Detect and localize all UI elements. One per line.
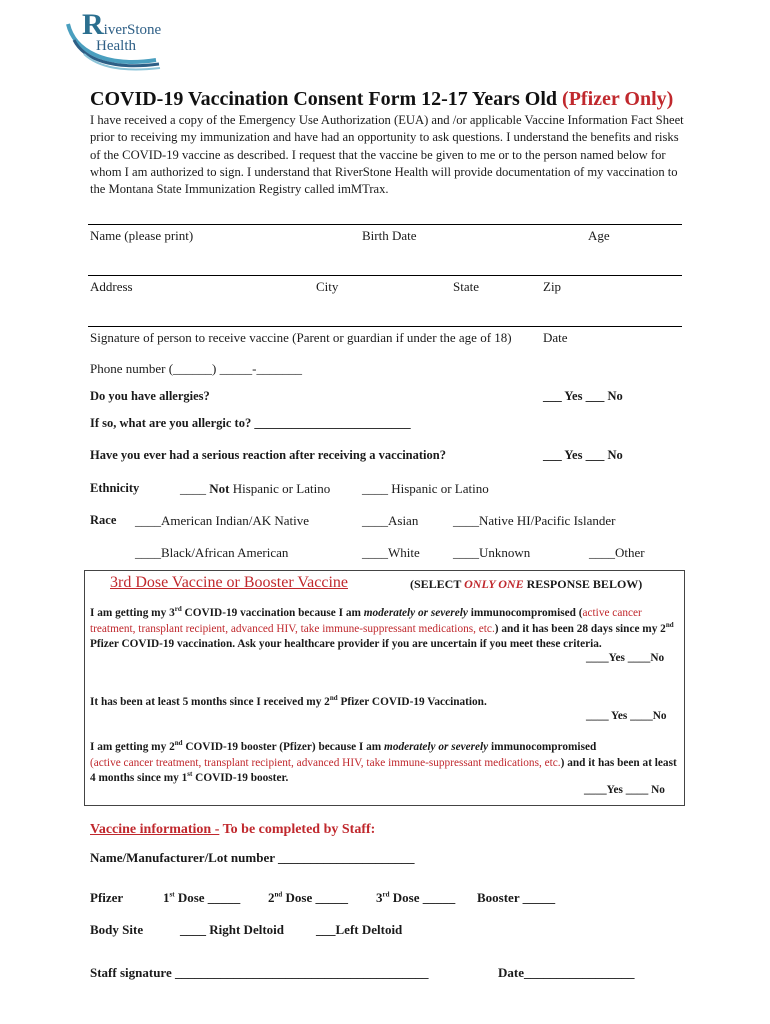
dose1-sup: st [169, 890, 175, 899]
p1-conditions: active cancer treatment, transplant recipient, advanced HIV, take immune-suppressant medications, etc. [90, 607, 642, 635]
reaction-yes-no[interactable]: ___ Yes ___ No [543, 448, 623, 462]
reaction-question: Have you ever had a serious reaction after receiving a vaccination? [90, 448, 446, 462]
logo-letter: R [82, 8, 104, 41]
form-title [90, 88, 673, 111]
ethnicity-not-hispanic-option[interactable] [180, 481, 330, 497]
city-label[interactable]: City [316, 279, 339, 294]
logo-line2: Health [96, 38, 136, 54]
date-label[interactable]: Date [543, 330, 568, 345]
staff-section-heading [90, 822, 375, 838]
race-ai-option[interactable]: ____American Indian/AK Native [135, 513, 310, 528]
p2-text: Pfizer COVID-19 Vaccination. [337, 696, 487, 708]
staff-date-field[interactable]: Date_________________ [498, 965, 635, 980]
divider [88, 224, 682, 225]
zip-label[interactable]: Zip [543, 279, 562, 294]
dose2-sup: nd [274, 890, 283, 899]
allergic-to-field[interactable]: If so, what are you allergic to? _________________________ [90, 416, 411, 430]
allergies-yes-no[interactable]: ___ Yes ___ No [543, 389, 623, 403]
race-label: Race [90, 513, 117, 527]
allergies-question: Do you have allergies? [90, 389, 210, 403]
phone-label[interactable]: Phone number (______) _____-_______ [90, 361, 302, 376]
dose3-sup: rd [382, 890, 390, 899]
p3-text: COVID-19 booster. [192, 772, 289, 784]
third-dose-yes-no[interactable]: ____Yes ____No [586, 652, 665, 664]
p1-text: Pfizer COVID-19 vaccination. Ask your healthcare provider if you are uncertain if you meet these criteria. [90, 638, 602, 650]
race-white-option[interactable]: ____White [362, 545, 420, 560]
dose3-num: 3 [376, 890, 383, 905]
p3-text: ) and it has been at least 4 months since my 1 [90, 756, 677, 784]
option-not: Not [209, 481, 230, 496]
race-asian-option[interactable]: ____Asian [362, 513, 419, 528]
left-deltoid-option[interactable]: ___Left Deltoid [316, 922, 403, 937]
ethnicity-hispanic-option[interactable]: ____ Hispanic or Latino [362, 481, 489, 496]
dose1-text: Dose _____ [174, 890, 241, 905]
p3-emphasis: moderately or severely [384, 741, 489, 753]
p3-text: immunocompromised [488, 741, 597, 753]
ethnicity-label: Ethnicity [90, 481, 140, 495]
lot-number-field[interactable]: Name/Manufacturer/Lot number _____________________ [90, 850, 415, 865]
name-field-label[interactable]: Name (please print) [90, 228, 194, 243]
select-one-note [410, 577, 642, 592]
title-highlight: (Pfizer Only) [562, 88, 674, 110]
p1-text: COVID-19 vaccination because I am [181, 607, 364, 619]
third-dose-option[interactable] [90, 606, 678, 653]
staff-heading-rest: To be completed by Staff: [219, 822, 376, 837]
dose3-field[interactable] [376, 890, 455, 906]
divider [88, 275, 682, 276]
pfizer-label: Pfizer [90, 890, 124, 905]
dose2-field[interactable] [268, 890, 348, 906]
five-months-option[interactable] [90, 695, 678, 711]
logo-wordmark [82, 8, 162, 54]
p1-emphasis: moderately or severely [363, 607, 468, 619]
race-unknown-option[interactable]: ____Unknown [453, 545, 531, 560]
dose2-num: 2 [268, 890, 275, 905]
signature-label[interactable]: Signature of person to receive vaccine (Parent or guardian if under the age of 18) [90, 330, 512, 345]
p3-text: I am getting my 2 [90, 741, 175, 753]
second-booster-option[interactable] [90, 740, 678, 787]
p1-text: immunocompromised ( [467, 607, 583, 619]
p3-conditions: (active cancer treatment, transplant recipient, advanced HIV, take immune-suppressant medications, etc. [90, 756, 561, 769]
logo-line1: iverStone [103, 22, 162, 38]
booster-field[interactable]: Booster _____ [477, 890, 556, 905]
dose3-text: Dose _____ [389, 890, 456, 905]
riverstone-logo [64, 10, 164, 72]
dose-box-heading: 3rd Dose Vaccine or Booster Vaccine [110, 574, 348, 591]
birth-date-label[interactable]: Birth Date [362, 228, 417, 243]
p1-text: I am getting my 3 [90, 607, 175, 619]
p2-text: It has been at least 5 months since I received my 2 [90, 696, 330, 708]
select-post: RESPONSE BELOW) [523, 577, 643, 591]
p1-sup: nd [665, 620, 674, 629]
dose2-text: Dose _____ [282, 890, 349, 905]
intro-paragraph: I have received a copy of the Emergency Use Authorization (EUA) and /or applicable Vaccine Information Fact Sheet prior to receiving my immunization and have had an opportunity to ask questions. I understand the benefits and risks of the COVID-19 vaccine as described. I request that the vaccine be given to me or to the person named below for whom I am authorized to sign. I understand that RiverStone Health will provide documentation of my vaccination to the Montana State Immunization Registry called imMTrax. [90, 113, 684, 197]
p3-sup: nd [174, 739, 183, 748]
option-text: Hispanic or Latino [229, 481, 331, 496]
right-deltoid-option[interactable]: ____ Right Deltoid [180, 922, 284, 937]
title-main: COVID-19 Vaccination Consent Form 12-17 Years Old [90, 88, 563, 110]
p3-sup: st [187, 770, 193, 779]
staff-signature-field[interactable]: Staff signature _______________________________________ [90, 965, 429, 980]
address-label[interactable]: Address [90, 279, 133, 294]
age-label[interactable]: Age [588, 228, 610, 243]
race-black-option[interactable]: ____Black/African American [135, 545, 289, 560]
staff-heading-underlined: Vaccine information - [90, 822, 220, 837]
p1-text: ) and it has been 28 days since my 2 [494, 622, 666, 635]
divider [88, 326, 682, 327]
select-pre: (SELECT [410, 577, 465, 591]
p2-sup: nd [329, 694, 338, 703]
state-label[interactable]: State [453, 279, 479, 294]
body-site-label: Body Site [90, 922, 144, 937]
p1-sup: rd [174, 605, 182, 614]
five-months-yes-no[interactable]: ____ Yes ____No [586, 710, 667, 722]
race-nhpi-option[interactable]: ____Native HI/Pacific Islander [453, 513, 616, 528]
dose1-num: 1 [163, 890, 170, 905]
race-other-option[interactable]: ____Other [589, 545, 645, 560]
option-blank: ____ [180, 481, 210, 496]
dose1-field[interactable] [163, 890, 240, 906]
p3-text: COVID-19 booster (Pfizer) because I am [182, 741, 385, 753]
second-booster-yes-no[interactable]: ____Yes ____ No [584, 784, 665, 796]
select-emphasis: ONLY ONE [464, 577, 524, 591]
